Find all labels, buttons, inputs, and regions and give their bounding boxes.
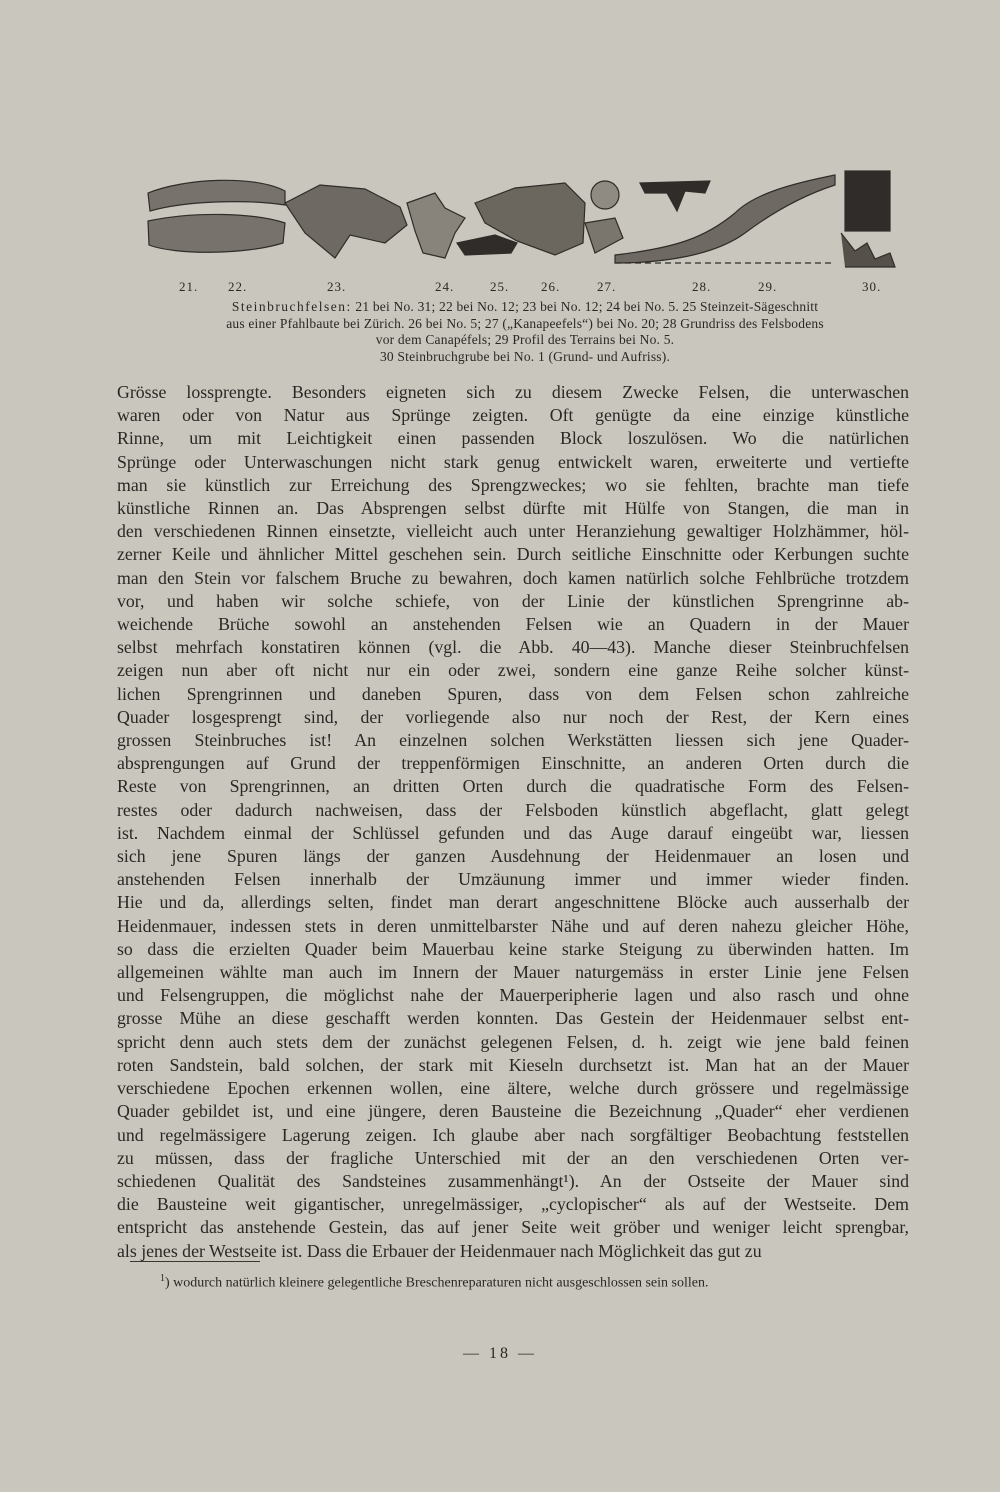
footnote-marker: 1 (160, 1273, 165, 1284)
figure-number: 28. (692, 279, 712, 294)
page-number: — 18 — (463, 1345, 537, 1362)
body-line: waren oder von Natur aus Sprünge zeigten. Oft genügte da eine einzige künstliche (117, 405, 909, 426)
figure-number: 30. (862, 279, 882, 294)
caption-line: 30 Steinbruchgrube bei No. 1 (Grund- und Aufriss). (379, 348, 671, 364)
body-line: und regelmässigere Lagerung zeigen. Ich glaube aber nach sorgfältiger Beobachtung feststellen (117, 1124, 909, 1145)
body-line: Sprünge oder Unterwaschungen nicht stark genug entwickelt waren, erweiterte und vertiefte (117, 451, 909, 472)
body-line: restes oder dadurch nachweisen, dass der Felsboden künstlich abgeflacht, glatt gelegt (117, 799, 909, 820)
body-line: anstehenden Felsen innerhalb der Umzäunung immer und immer wieder finden. (117, 869, 909, 890)
caption-line-text: 21 bei No. 31; 22 bei No. 12; 23 bei No. 12; 24 bei No. 5. 25 Steinzeit-Sägeschnitt (355, 299, 819, 314)
footnote-text: ) wodurch natürlich kleinere gelegentliche Breschenreparaturen nicht ausgeschlossen sein sollen. (165, 1275, 709, 1291)
body-line: künstliche Rinnen an. Das Absprengen selbst dürfte mit Hülfe von Stangen, die man in (117, 498, 909, 519)
body-line: zerner Keile und ähnlicher Mittel geschehen sein. Durch seitliche Einschnitte oder Kerbungen suchte (117, 544, 909, 565)
body-line: lichen Sprengrinnen und daneben Spuren, dass von dem Felsen schon zahlreiche (117, 683, 909, 704)
figure-number: 24. (435, 279, 455, 294)
body-line: Hie und da, allerdings selten, findet man derart angeschnittene Blöcke auch ausserhalb der (117, 892, 909, 913)
caption-line (140, 299, 910, 316)
footnote-divider (130, 1261, 260, 1262)
body-text (117, 381, 909, 1263)
figure-stone-quarry-sketches (145, 163, 905, 283)
body-line: die Bausteine weit gigantischer, unregelmässiger, „cyclopischer“ als auf der Westseite. Dem (117, 1194, 909, 1215)
body-line: selbst mehrfach konstatiren können (vgl. die Abb. 40—43). Manche dieser Steinbruchfelsen (117, 637, 909, 658)
fig27-base (585, 218, 623, 253)
figure-number: 26. (541, 279, 561, 294)
body-line: Heidenmauer, indessen stets in deren unmittelbarster Nähe und auf deren nahezu gleicher Höhe, (117, 915, 909, 936)
caption-line: aus einer Pfahlbaute bei Zürich. 26 bei No. 5; 27 („Kanapeefels“) bei No. 20; 28 Grundriss des Felsbodens (226, 315, 824, 331)
body-line: Reste von Sprengrinnen, an dritten Orten durch die quadratische Form des Felsen- (117, 776, 909, 797)
caption-lead: Steinbruchfelsen: (231, 299, 352, 314)
fig27-sketch (591, 181, 619, 209)
body-line: ist. Nachdem einmal der Schlüssel gefunden und das Auge darauf eingeübt war, liessen (117, 822, 909, 843)
figure-number: 23. (327, 279, 347, 294)
body-line: absprengungen auf Grund der treppenförmigen Einschnitte, an anderen Orten durch die (117, 753, 909, 774)
figure-caption (140, 299, 910, 365)
body-line: zeigen nun aber oft nicht nur ein oder zwei, sondern eine ganze Reihe solcher künst- (117, 660, 909, 681)
body-line: weichende Brüche sowohl an anstehenden Felsen wie an Quadern in der Mauer (117, 614, 909, 635)
fig25-sketch (457, 235, 517, 255)
caption-line: vor dem Canapéfels; 29 Profil des Terrains bei No. 5. (375, 332, 675, 347)
body-line: Rinne, um mit Leichtigkeit einen passenden Block loszulösen. Wo die natürlichen (117, 428, 909, 449)
footnote (160, 1270, 810, 1293)
body-line: spricht denn auch stets dem der zunächst gelegenen Felsen, d. h. zeigt wie jene bald feinen (117, 1031, 909, 1052)
body-line: Quader gebildet ist, und eine jüngere, deren Bausteine die Bezeichnung „Quader“ eher verdienen (117, 1101, 909, 1122)
body-line: den verschiedenen Rinnen einsetzte, vielleicht auch unter Heranziehung gewaltiger Holzhämmer, höl- (117, 521, 909, 542)
body-line: so dass die erzielten Quader beim Mauerbau keine starke Steigung zu überwinden hatten. Im (117, 938, 909, 959)
figure-number: 21. (179, 279, 199, 294)
figure-number: 25. (490, 279, 510, 294)
body-line: und Felsengruppen, die möglichst nahe der Mauerperipherie lagen und also rasch und ohne (117, 985, 909, 1006)
figure-number: 29. (758, 279, 778, 294)
body-line: man sie künstlich zur Erreichung des Sprengzweckes; wo sie fehlten, brachte man tiefe (117, 474, 909, 495)
body-line: zu müssen, dass der fragliche Unterschied mit der an den verschiedenen Orten ver- (117, 1147, 909, 1168)
fig24-sketch (407, 193, 465, 258)
body-line: entspricht das anstehende Gestein, das auf jener Seite weit gröber und weniger leicht sprengbar, (117, 1217, 909, 1238)
body-line: Quader losgesprengt sind, der vorliegende also nur noch der Rest, der Kern eines (117, 706, 909, 727)
fig28-sketch (640, 181, 710, 211)
body-line: grosse Mühe an diese geschafft werden konnten. Das Gestein der Heidenmauer selbst ent- (117, 1008, 909, 1029)
body-line: roten Sandstein, bald solchen, der stark mit Kieseln durchsetzt ist. Man hat an der Mauer (117, 1054, 909, 1075)
body-line: allgemeinen wählte man auch im Innern der Mauer naturgemäss in erster Linie jene Felsen (117, 962, 909, 983)
body-line: man den Stein vor falschem Bruche zu bewahren, doch kamen natürlich solche Fehlbrüche trotzdem (117, 567, 909, 588)
fig21-22-sketch (148, 180, 285, 252)
fig23-sketch (285, 185, 407, 258)
body-line: als jenes der Westseite ist. Dass die Erbauer der Heidenmauer nach Möglichkeit das gut zu (117, 1240, 762, 1261)
figure-numbers (0, 279, 1000, 299)
fig30-sketch (845, 171, 890, 231)
body-line: sich jene Spuren längs der ganzen Ausdehnung der Heidenmauer an losen und (117, 846, 909, 867)
body-line: vor, und haben wir solche schiefe, von der Linie der künstlichen Sprengrinne ab- (117, 590, 909, 611)
figure-number: 27. (597, 279, 617, 294)
body-line: grossen Steinbruches ist! An einzelnen solchen Werkstätten liessen sich jene Quader- (117, 730, 909, 751)
figure-number: 22. (228, 279, 248, 294)
body-line: schiedenen Qualität des Sandsteines zusammenhängt¹). An der Ostseite der Mauer sind (117, 1170, 909, 1191)
body-line: Grösse lossprengte. Besonders eigneten sich zu diesem Zwecke Felsen, die unterwaschen (117, 382, 909, 402)
body-line: verschiedene Epochen erkennen wollen, eine ältere, welche durch grössere und regelmässige (117, 1078, 909, 1099)
